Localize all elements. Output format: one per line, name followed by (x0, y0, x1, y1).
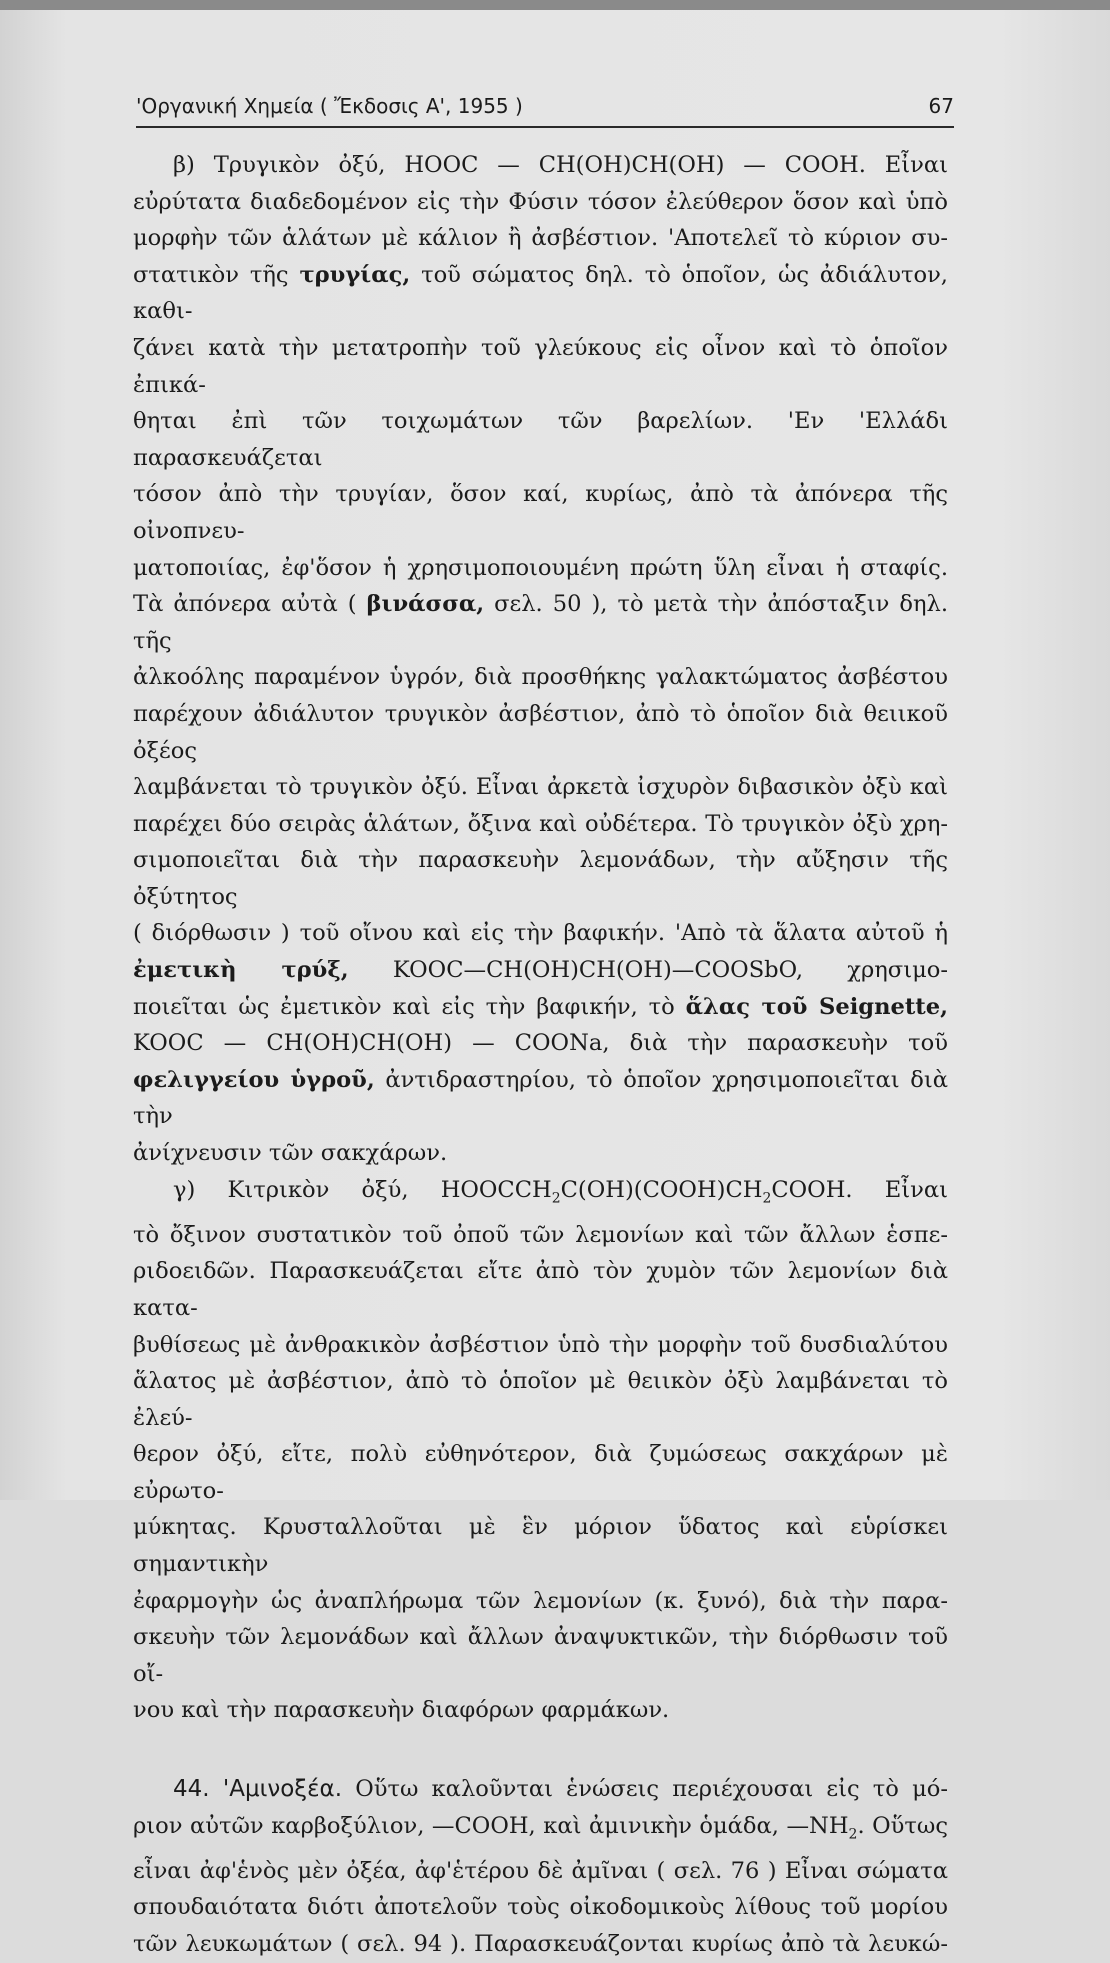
bold-term: ἐμετικὴ τρύξ, (133, 957, 349, 984)
page-body (133, 147, 948, 1963)
text-line: σπουδαιότατα διότι ἀποτελοῦν τοὺς οἰκοδομικοὺς λίθους τοῦ μορίου (133, 1894, 948, 1921)
text-line: τὸ ὄξινον συστατικὸν τοῦ ὀποῦ τῶν λεμονίων καὶ τῶν ἄλλων ἑσπε- (133, 1221, 948, 1248)
text-line: β) Τρυγικὸν ὀξύ, HOOC — CH(OH)CH(OH) — COOH. Εἶναι (173, 152, 948, 178)
text-line: νου καὶ τὴν παρασκευὴν διαφόρων φαρμάκων. (133, 1697, 670, 1724)
text-line: ἐμετικὴ τρύξ, KOOC—CH(OH)CH(OH)—COOSbO, χρησιμο- (133, 957, 948, 984)
section-gap (133, 1729, 948, 1771)
page-number: 67 (928, 94, 954, 118)
paragraph-tartaric-acid (133, 147, 948, 1172)
text-line: θερον ὀξύ, εἴτε, πολὺ εὐθηνότερον, διὰ ζυμώσεως σακχάρων μὲ εὐρωτο- (133, 1441, 948, 1504)
text-line: ριον αὐτῶν καρβοξύλιον, —COOH, καὶ ἀμινικὴν ὁμάδα, $—NH_2$. Οὕτως (133, 1812, 948, 1843)
text-line: ματοποιίας, ἐφ'ὅσον ἡ χρησιμοποιουμένη πρώτη ὕλη εἶναι ἡ σταφίς. (133, 554, 948, 581)
scan-edge (0, 0, 1110, 10)
bold-term: βινάσσα, (366, 591, 485, 618)
text-line: λαμβάνεται τὸ τρυγικὸν ὀξύ. Εἶναι ἀρκετὰ ἰσχυρὸν διβασικὸν ὀξὺ καὶ (133, 774, 948, 801)
text-line: παρέχουν ἀδιάλυτον τρυγικὸν ἀσβέστιον, ἀπὸ τὸ ὁποῖον διὰ θειικοῦ ὀξέος (133, 700, 948, 764)
section-title: 44. 'Αμινοξέα. (173, 1776, 343, 1803)
bold-term: φελιγγείου ὑγροῦ, (133, 1066, 375, 1093)
text-line: Τὰ ἀπόνερα αὐτὰ ( βινάσσα, σελ. 50 ), τὸ μετὰ τὴν ἀπόσταξιν δηλ. τῆς (133, 591, 948, 654)
text-line: βυθίσεως μὲ ἀνθρακικὸν ἀσβέστιον ὑπὸ τὴν μορφὴν τοῦ δυσδιαλύτου (133, 1331, 948, 1358)
text-line: 44. 'Αμινοξέα. Οὕτω καλοῦνται ἑνώσεις περιέχουσαι εἰς τὸ μό- (173, 1776, 948, 1803)
bold-term: τρυγίας, (299, 261, 411, 288)
running-title: 'Οργανική Χημεία ( Ἔκδοσις Α', 1955 ) (136, 94, 523, 118)
text-line: ἐφαρμογὴν ὡς ἀναπλήρωμα τῶν λεμονίων (κ. ξυνό), διὰ τὴν παρα- (133, 1587, 948, 1614)
section-amino-acids (133, 1771, 948, 1962)
text-line: γ) Κιτρικὸν ὀξύ, $HOOCCH_2C(OH)(COOH)CH_2COOH$. Εἶναι (173, 1176, 948, 1207)
text-line: ( διόρθωσιν ) τοῦ οἴνου καὶ εἰς τὴν βαφικήν. 'Απὸ τὰ ἅλατα αὐτοῦ ἡ (133, 920, 948, 947)
text-line: ἀνίχνευσιν τῶν σακχάρων. (133, 1140, 448, 1167)
text-line: παρέχει δύο σειρὰς ἁλάτων, ὄξινα καὶ οὐδέτερα. Τὸ τρυγικὸν ὀξὺ χρη- (133, 810, 948, 837)
text-line: εἶναι ἀφ'ἑνὸς μὲν ὀξέα, ἀφ'ἑτέρου δὲ ἀμῖναι ( σελ. 76 ) Εἶναι σώματα (133, 1857, 948, 1884)
text-line: τόσον ἀπὸ τὴν τρυγίαν, ὅσον καί, κυρίως, ἀπὸ τὰ ἀπόνερα τῆς οἰνοπνευ- (133, 481, 948, 544)
text-line: σκευὴν τῶν λεμονάδων καὶ ἄλλων ἀναψυκτικῶν, τὴν διόρθωσιν τοῦ οἴ- (133, 1624, 948, 1687)
text-line: τῶν λευκωμάτων ( σελ. 94 ). Παρασκευάζονται κυρίως ἀπὸ τὰ λευκώ- (133, 1930, 948, 1957)
text-line: σιμοποιεῖται διὰ τὴν παρασκευὴν λεμονάδων, τὴν αὔξησιν τῆς ὀξύτητος (133, 847, 948, 910)
text-line: ἀλκοόλης παραμένον ὑγρόν, διὰ προσθήκης γαλακτώματος ἀσβέστου (133, 664, 948, 691)
running-header (136, 92, 954, 128)
text-line: μύκητας. Κρυσταλλοῦται μὲ ἓν μόριον ὕδατος καὶ εὑρίσκει σημαντικὴν (133, 1514, 948, 1578)
bold-term: ἅλας τοῦ Seignette, (685, 993, 948, 1020)
text-line: ζάνει κατὰ τὴν μετατροπὴν τοῦ γλεύκους εἰς οἶνον καὶ τὸ ὁποῖον ἐπικά- (133, 334, 948, 398)
text-line: KOOC — CH(OH)CH(OH) — COONa, διὰ τὴν παρασκευὴν τοῦ (133, 1030, 948, 1057)
paragraph-citric-acid (133, 1172, 948, 1729)
text-line: ριδοειδῶν. Παρασκευάζεται εἴτε ἀπὸ τὸν χυμὸν τῶν λεμονίων διὰ κατα- (133, 1258, 948, 1321)
text-line: θηται ἐπὶ τῶν τοιχωμάτων τῶν βαρελίων. 'Εν 'Ελλάδι παρασκευάζεται (133, 408, 948, 471)
text-line: ἅλατος μὲ ἀσβέστιον, ἀπὸ τὸ ὁποῖον μὲ θειικὸν ὀξὺ λαμβάνεται τὸ ἐλεύ- (133, 1368, 948, 1431)
text-line: μορφὴν τῶν ἁλάτων μὲ κάλιον ἢ ἀσβέστιον. 'Αποτελεῖ τὸ κύριον συ- (133, 225, 948, 252)
text-line: στατικὸν τῆς τρυγίας, τοῦ σώματος δηλ. τὸ ὁποῖον, ὡς ἀδιάλυτον, καθι- (133, 261, 948, 325)
text-line: φελιγγείου ὑγροῦ, ἀντιδραστηρίου, τὸ ὁποῖον χρησιμοποιεῖται διὰ τὴν (133, 1066, 948, 1130)
text-line: εὐρύτατα διαδεδομένον εἰς τὴν Φύσιν τόσον ἐλεύθερον ὅσον καὶ ὑπὸ (133, 188, 948, 215)
text-line: ποιεῖται ὡς ἐμετικὸν καὶ εἰς τὴν βαφικήν, τὸ ἅλας τοῦ Seignette, (133, 993, 948, 1020)
